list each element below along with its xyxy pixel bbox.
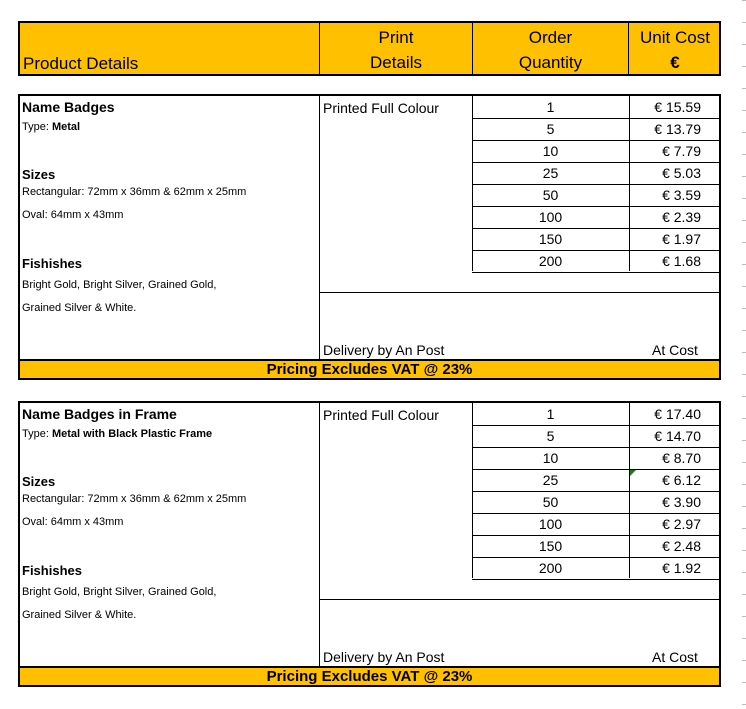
- order-quantity: 150: [538, 231, 563, 247]
- order-quantity: 5: [546, 121, 555, 137]
- unit-cost: € 14.70: [654, 428, 701, 444]
- sheet-gridline-dots: [742, 0, 746, 709]
- size-oval: Oval: 64mm x 43mm: [22, 516, 124, 528]
- vat-note: Pricing Excludes VAT @ 23%: [18, 666, 721, 687]
- unit-cost: € 8.70: [662, 450, 701, 466]
- finishes-line: Grained Silver & White.: [22, 609, 137, 621]
- unit-cost: € 13.79: [654, 121, 701, 137]
- finishes-heading: Fishishes: [22, 563, 82, 578]
- order-quantity: 10: [542, 450, 559, 466]
- unit-cost: € 3.59: [662, 187, 701, 203]
- unit-cost: € 1.92: [662, 560, 701, 576]
- print-details: Printed Full Colour: [323, 407, 439, 423]
- order-quantity: 1: [546, 99, 555, 115]
- header-print-details: Print Details: [370, 28, 422, 72]
- unit-cost: € 5.03: [662, 165, 701, 181]
- header-unit-cost: Unit Cost €: [640, 28, 710, 72]
- table-header: [18, 21, 721, 76]
- order-quantity: 200: [538, 560, 563, 576]
- unit-cost: € 6.12: [662, 472, 701, 488]
- product-title: Name Badges: [22, 99, 115, 115]
- product-title: Name Badges in Frame: [22, 406, 177, 422]
- order-quantity: 100: [538, 516, 563, 532]
- order-quantity: 100: [538, 209, 563, 225]
- finishes-line: Bright Gold, Bright Silver, Grained Gold,: [22, 279, 217, 291]
- delivery-cost: At Cost: [652, 342, 698, 358]
- row-divider: [472, 272, 721, 273]
- order-quantity: 25: [542, 472, 559, 488]
- finishes-line: Bright Gold, Bright Silver, Grained Gold,: [22, 586, 217, 598]
- order-quantity: 1: [546, 406, 555, 422]
- finishes-heading: Fishishes: [22, 256, 82, 271]
- unit-cost: € 2.48: [662, 538, 701, 554]
- print-details: Printed Full Colour: [323, 100, 439, 116]
- header-order-quantity: Order Quantity: [518, 28, 583, 72]
- finishes-line: Grained Silver & White.: [22, 302, 137, 314]
- delivery-cost: At Cost: [652, 649, 698, 665]
- column-divider: [319, 96, 320, 359]
- size-rectangular: Rectangular: 72mm x 36mm & 62mm x 25mm: [22, 186, 247, 198]
- order-quantity: 25: [542, 165, 559, 181]
- product-type: Type: Metal with Black Plastic Frame: [22, 428, 213, 440]
- unit-cost: € 3.90: [662, 494, 701, 510]
- header-product-details: Product Details: [23, 54, 139, 73]
- unit-cost: € 1.68: [662, 253, 701, 269]
- unit-cost: € 2.97: [662, 516, 701, 532]
- unit-cost: € 15.59: [654, 99, 701, 115]
- vat-note: Pricing Excludes VAT @ 23%: [18, 359, 721, 380]
- order-quantity: 150: [538, 538, 563, 554]
- unit-cost: € 2.39: [662, 209, 701, 225]
- order-quantity: 5: [546, 428, 555, 444]
- delivery-label: Delivery by An Post: [323, 649, 445, 665]
- row-divider: [319, 292, 721, 293]
- column-divider: [319, 403, 320, 666]
- order-quantity: 10: [542, 143, 559, 159]
- order-quantity: 50: [542, 187, 559, 203]
- order-quantity: 50: [542, 494, 559, 510]
- delivery-label: Delivery by An Post: [323, 342, 445, 358]
- sizes-heading: Sizes: [22, 474, 56, 489]
- unit-cost: € 7.79: [662, 143, 701, 159]
- sizes-heading: Sizes: [22, 167, 56, 182]
- row-divider: [319, 599, 721, 600]
- unit-cost: € 1.97: [662, 231, 701, 247]
- product-type: Type: Metal: [22, 121, 81, 133]
- size-oval: Oval: 64mm x 43mm: [22, 209, 124, 221]
- unit-cost: € 17.40: [654, 406, 701, 422]
- row-divider: [472, 579, 721, 580]
- order-quantity: 200: [538, 253, 563, 269]
- product-section-name-badges: [18, 94, 721, 361]
- product-section-name-badges-in-frame: [18, 401, 721, 668]
- size-rectangular: Rectangular: 72mm x 36mm & 62mm x 25mm: [22, 493, 247, 505]
